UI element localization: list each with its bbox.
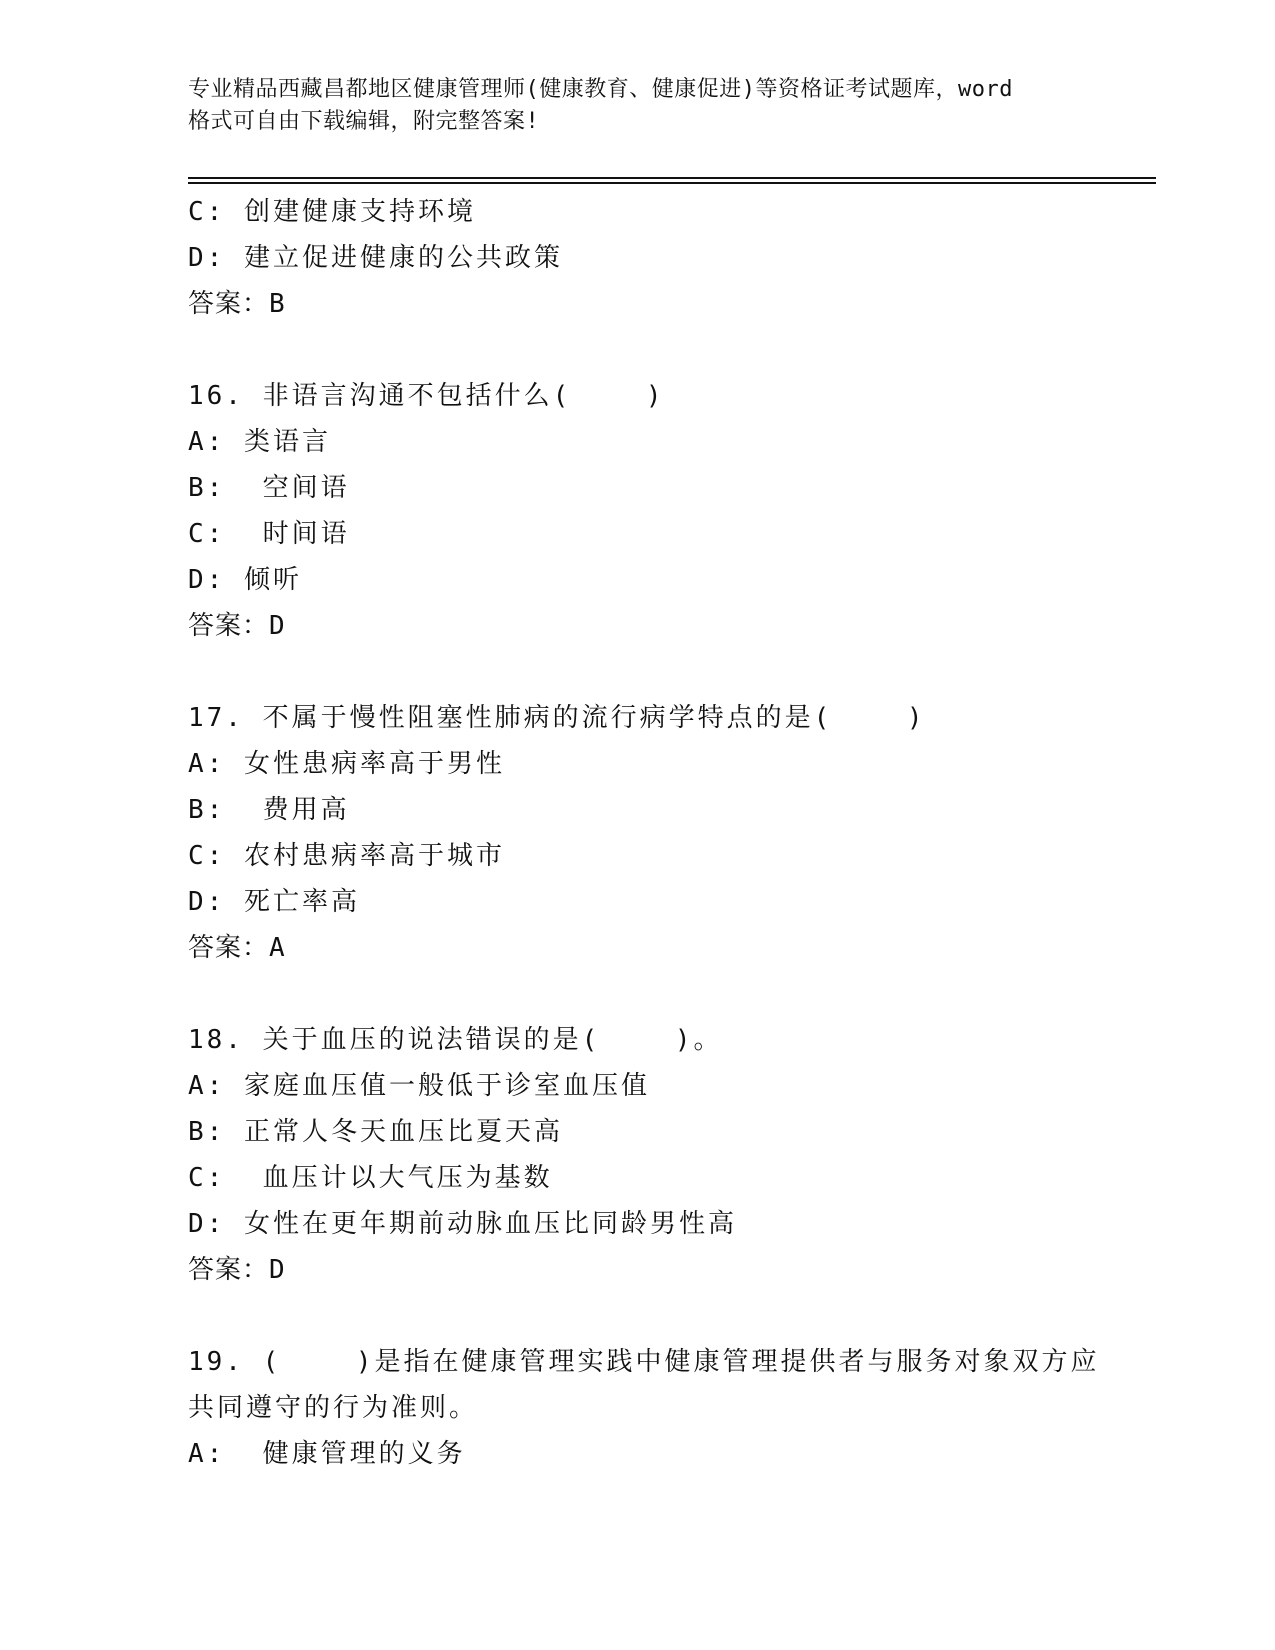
answer: 答案：D — [188, 611, 286, 641]
option-a: A: 女性患病率高于男性 — [188, 749, 505, 779]
spacer — [188, 649, 1088, 695]
question-text-line-1: 19. ( )是指在健康管理实践中健康管理提供者与服务对象双方应 — [188, 1347, 1100, 1377]
option-a: A: 类语言 — [188, 427, 331, 457]
option-d: D: 死亡率高 — [188, 887, 360, 917]
question-text-line-2: 共同遵守的行为准则。 — [188, 1393, 479, 1423]
question-list — [188, 189, 1100, 1477]
question-text: 17. 不属于慢性阻塞性肺病的流行病学特点的是( ) — [188, 703, 926, 733]
option-c: C: 创建健康支持环境 — [188, 197, 476, 227]
question-16 — [188, 373, 1088, 649]
spacer — [188, 327, 1088, 373]
header-line-1: 专业精品西藏昌都地区健康管理师(健康教育、健康促进)等资格证考试题库，word — [188, 77, 1013, 102]
option-b: B: 正常人冬天血压比夏天高 — [188, 1117, 563, 1147]
option-c: C: 时间语 — [188, 519, 350, 549]
option-c: C: 血压计以大气压为基数 — [188, 1163, 553, 1193]
option-d: D: 建立促进健康的公共政策 — [188, 243, 563, 273]
answer: 答案：A — [188, 933, 286, 963]
option-c: C: 农村患病率高于城市 — [188, 841, 505, 871]
question-15-tail — [188, 189, 1088, 327]
question-18 — [188, 1017, 1088, 1293]
question-19 — [188, 1339, 1100, 1477]
spacer — [188, 1293, 1088, 1339]
answer: 答案：D — [188, 1255, 286, 1285]
option-b: B: 空间语 — [188, 473, 350, 503]
spacer — [188, 971, 1088, 1017]
answer: 答案：B — [188, 289, 286, 319]
option-a: A: 家庭血压值一般低于诊室血压值 — [188, 1071, 650, 1101]
question-17 — [188, 695, 1088, 971]
question-text: 18. 关于血压的说法错误的是( )。 — [188, 1025, 723, 1055]
header-divider-bottom — [188, 182, 1156, 184]
option-d: D: 倾听 — [188, 565, 302, 595]
option-b: B: 费用高 — [188, 795, 350, 825]
option-d: D: 女性在更年期前动脉血压比同龄男性高 — [188, 1209, 737, 1239]
document-header — [188, 74, 1088, 138]
header-divider-top — [188, 177, 1156, 179]
option-a: A: 健康管理的义务 — [188, 1439, 466, 1469]
header-line-2: 格式可自由下载编辑，附完整答案! — [188, 109, 540, 134]
question-text: 16. 非语言沟通不包括什么( ) — [188, 381, 665, 411]
